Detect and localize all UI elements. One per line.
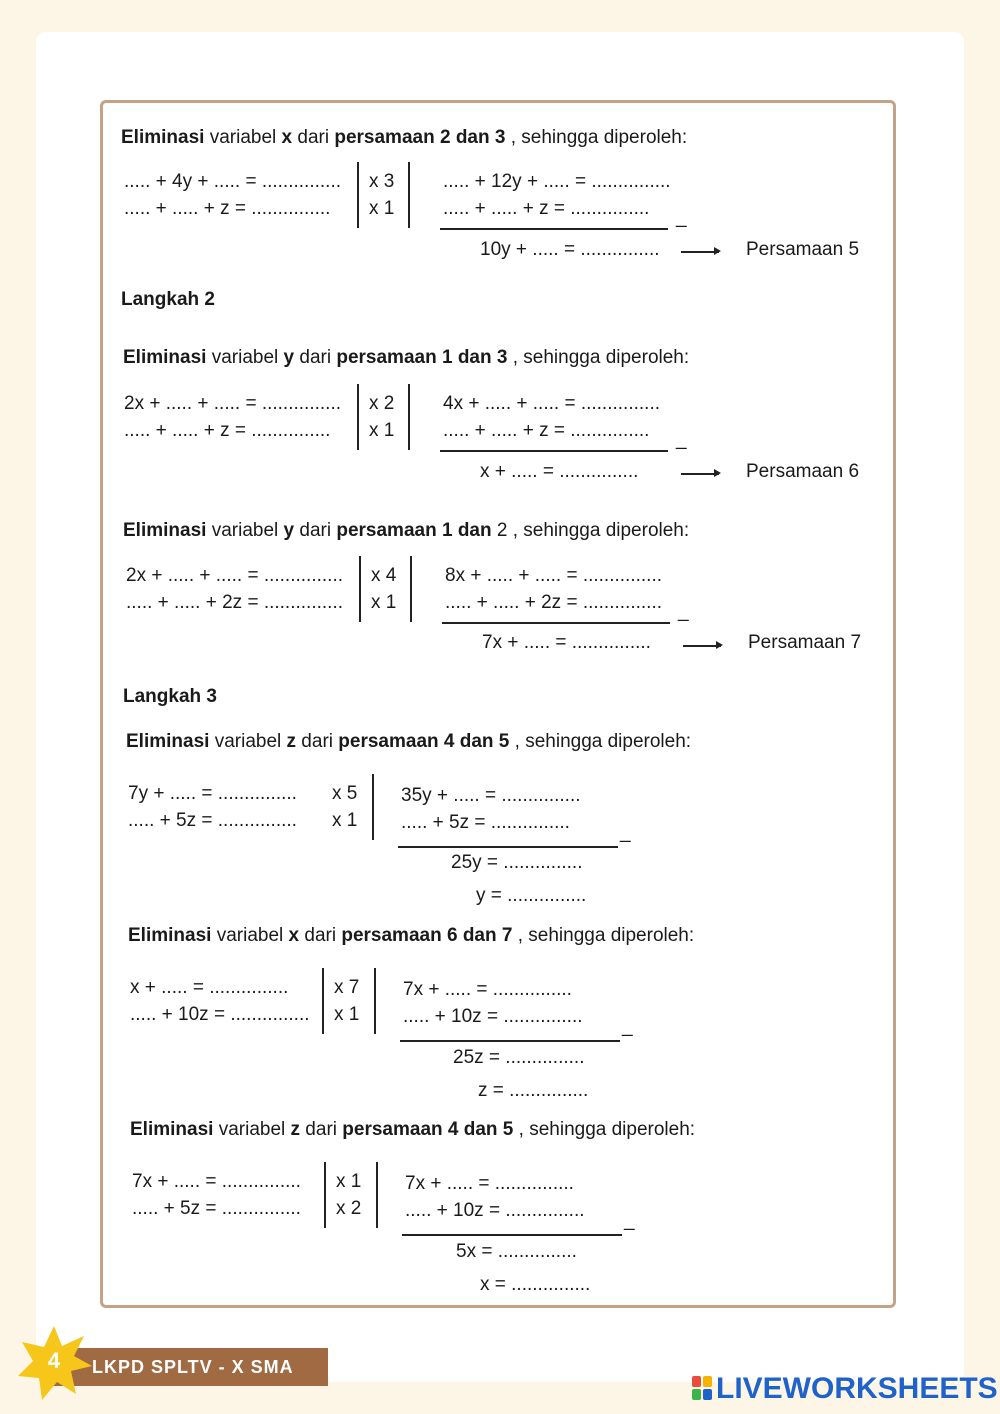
step-heading: Langkah 3	[123, 686, 217, 707]
left-equation-1: ..... + 4y + ..... = ...............	[124, 171, 341, 192]
heading-text: variabel	[213, 1119, 291, 1140]
equation-label: Persamaan 5	[746, 239, 860, 260]
right-equation-2: ..... + 10z = ...............	[403, 1006, 583, 1027]
multiplier-1: x 3	[369, 171, 395, 192]
multiplier-1: x 2	[369, 393, 395, 414]
right-equation-2: ..... + ..... + z = ...............	[443, 198, 650, 219]
subtraction-line	[442, 622, 670, 624]
liveworksheets-logo[interactable]: LIVEWORKSHEETS	[716, 1372, 998, 1405]
heading-text: , sehingga diperoleh:	[509, 731, 692, 752]
multiplier-2: x 1	[332, 810, 358, 831]
heading-text: , sehingga diperoleh:	[513, 1119, 696, 1140]
divider-bar	[410, 556, 412, 622]
subtraction-line	[398, 846, 618, 848]
heading-bold: Eliminasi	[128, 925, 212, 946]
multiplier-2: x 1	[369, 198, 395, 219]
minus-sign: _	[678, 601, 689, 622]
heading-equations: persamaan 4 dan 5	[338, 731, 510, 752]
heading-text: dari	[296, 731, 339, 752]
section1-heading	[121, 127, 687, 149]
left-equation-1: 2x + ..... + ..... = ...............	[124, 393, 341, 414]
multiplier-2: x 2	[336, 1198, 362, 1219]
divider-bar	[322, 968, 324, 1034]
heading-text: , sehingga diperoleh:	[507, 347, 690, 368]
result-equation: 7x + ..... = ...............	[482, 632, 651, 653]
arrow-icon	[681, 251, 719, 253]
result-equation: 5x = ...............	[456, 1241, 577, 1262]
divider-bar	[357, 384, 359, 450]
left-equation-2: ..... + 5z = ...............	[132, 1198, 301, 1219]
arrow-icon	[683, 645, 721, 647]
heading-text: , sehingga diperoleh:	[512, 925, 695, 946]
heading-bold: Eliminasi	[130, 1119, 214, 1140]
final-answer: z = ...............	[478, 1080, 589, 1101]
result-equation: 25z = ...............	[453, 1047, 585, 1068]
left-equation-1: 2x + ..... + ..... = ...............	[126, 565, 343, 586]
heading-equations: persamaan 1 dan	[336, 520, 492, 541]
multiplier-2: x 1	[371, 592, 397, 613]
result-equation: x + ..... = ...............	[480, 461, 639, 482]
right-equation-1: 35y + ..... = ...............	[401, 785, 581, 806]
right-equation-2: ..... + ..... + 2z = ...............	[445, 592, 662, 613]
divider-bar	[359, 556, 361, 622]
result-equation: 25y = ...............	[451, 852, 583, 873]
heading-text: variabel	[211, 925, 289, 946]
heading-text: variabel	[204, 127, 282, 148]
divider-bar	[376, 1162, 378, 1228]
heading-equations: persamaan 4 dan 5	[342, 1119, 514, 1140]
heading-bold: Eliminasi	[123, 347, 207, 368]
section5-heading	[128, 925, 694, 947]
multiplier-2: x 1	[334, 1004, 360, 1025]
heading-variable: y	[283, 520, 295, 541]
liveworksheets-logo-icon	[692, 1376, 714, 1402]
page-number: 4	[47, 1348, 61, 1373]
footer-title: LKPD SPLTV - X SMA	[92, 1357, 294, 1377]
right-equation-1: ..... + 12y + ..... = ...............	[443, 171, 671, 192]
heading-equations: persamaan 6 dan 7	[341, 925, 513, 946]
section2-heading	[123, 347, 689, 369]
subtraction-line	[400, 1040, 620, 1042]
left-equation-2: ..... + 10z = ...............	[130, 1004, 310, 1025]
result-equation: 10y + ..... = ...............	[480, 239, 660, 260]
left-equation-1: 7y + ..... = ...............	[128, 783, 297, 804]
heading-text: dari	[292, 127, 335, 148]
right-equation-2: ..... + 10z = ...............	[405, 1200, 585, 1221]
left-equation-1: 7x + ..... = ...............	[132, 1171, 301, 1192]
subtraction-line	[402, 1234, 622, 1236]
left-equation-2: ..... + 5z = ...............	[128, 810, 297, 831]
heading-text: variabel	[206, 520, 284, 541]
heading-text: dari	[294, 520, 337, 541]
heading-equations: persamaan 2 dan 3	[334, 127, 506, 148]
heading-variable: x	[281, 127, 293, 148]
minus-sign: _	[622, 1016, 633, 1037]
section6-heading	[130, 1119, 695, 1141]
heading-text: dari	[294, 347, 337, 368]
right-equation-2: ..... + 5z = ...............	[401, 812, 570, 833]
section4-heading	[126, 731, 691, 753]
right-equation-1: 8x + ..... + ..... = ...............	[445, 565, 662, 586]
multiplier-1: x 5	[332, 783, 358, 804]
arrow-icon	[681, 473, 719, 475]
equation-label: Persamaan 6	[746, 461, 860, 482]
multiplier-2: x 1	[369, 420, 395, 441]
divider-bar	[324, 1162, 326, 1228]
section3-heading	[123, 520, 689, 542]
minus-sign: _	[676, 429, 687, 450]
minus-sign: _	[620, 822, 631, 843]
heading-variable: z	[286, 731, 297, 752]
right-equation-1: 4x + ..... + ..... = ...............	[443, 393, 660, 414]
heading-equations: persamaan 1 dan 3	[336, 347, 508, 368]
multiplier-1: x 1	[336, 1171, 362, 1192]
left-equation-2: ..... + ..... + 2z = ...............	[126, 592, 343, 613]
step-heading: Langkah 2	[121, 289, 215, 310]
left-equation-1: x + ..... = ...............	[130, 977, 289, 998]
subtraction-line	[440, 450, 668, 452]
divider-bar	[357, 162, 359, 228]
heading-text: variabel	[206, 347, 284, 368]
heading-variable: z	[290, 1119, 301, 1140]
heading-bold: Eliminasi	[126, 731, 210, 752]
heading-variable: y	[283, 347, 295, 368]
right-equation-2: ..... + ..... + z = ...............	[443, 420, 650, 441]
minus-sign: _	[676, 207, 687, 228]
final-answer: x = ...............	[480, 1274, 591, 1295]
right-equation-1: 7x + ..... = ...............	[403, 979, 572, 1000]
divider-bar	[408, 384, 410, 450]
heading-text: , sehingga diperoleh:	[505, 127, 688, 148]
subtraction-line	[440, 228, 668, 230]
right-equation-1: 7x + ..... = ...............	[405, 1173, 574, 1194]
divider-bar	[374, 968, 376, 1034]
multiplier-1: x 7	[334, 977, 360, 998]
heading-variable: x	[288, 925, 300, 946]
heading-bold: Eliminasi	[121, 127, 205, 148]
multiplier-1: x 4	[371, 565, 397, 586]
divider-bar	[408, 162, 410, 228]
heading-text: dari	[300, 1119, 343, 1140]
left-equation-2: ..... + ..... + z = ...............	[124, 198, 331, 219]
left-equation-2: ..... + ..... + z = ...............	[124, 420, 331, 441]
heading-bold: Eliminasi	[123, 520, 207, 541]
divider-bar	[372, 774, 374, 840]
equation-label: Persamaan 7	[748, 632, 862, 653]
final-answer: y = ...............	[476, 885, 587, 906]
heading-text: dari	[299, 925, 342, 946]
heading-text: 2 , sehingga diperoleh:	[491, 520, 690, 541]
minus-sign: _	[624, 1210, 635, 1231]
heading-text: variabel	[209, 731, 287, 752]
